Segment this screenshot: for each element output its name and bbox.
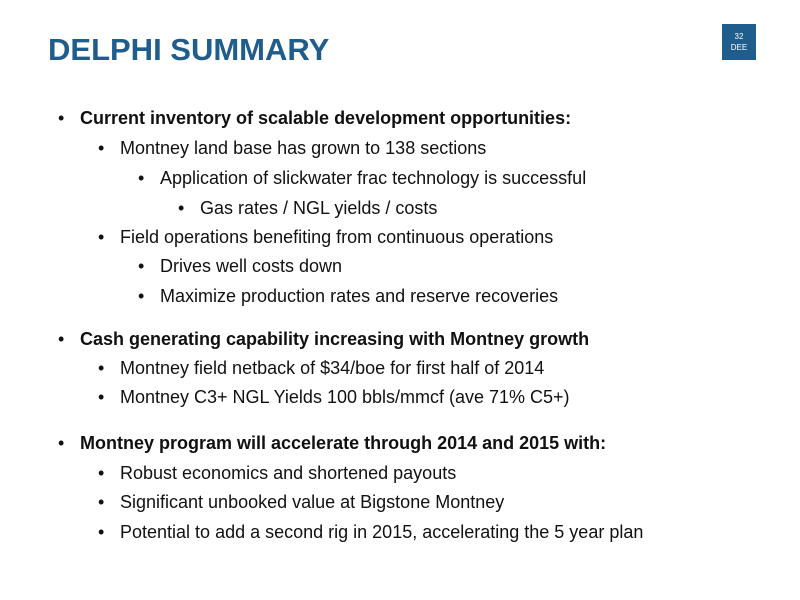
bullet-icon: • <box>58 329 65 349</box>
bullet-icon: • <box>98 522 105 542</box>
list-item-text: Montney field netback of $34/boe for first half of 2014 <box>120 358 545 378</box>
section-heading-text: Cash generating capability increasing with Montney growth <box>80 329 590 349</box>
list-item-text: Field operations benefiting from continuous operations <box>120 227 554 247</box>
list-item <box>98 462 456 484</box>
bullet-icon: • <box>138 168 145 188</box>
section-heading <box>58 432 606 454</box>
list-item <box>98 226 553 248</box>
list-item-text: Montney land base has grown to 138 sections <box>120 138 487 158</box>
bullet-icon: • <box>98 492 105 512</box>
bullet-icon: • <box>138 286 145 306</box>
list-item <box>98 137 486 159</box>
bullet-icon: • <box>178 198 185 218</box>
bullet-icon: • <box>98 387 105 407</box>
list-item <box>138 255 342 277</box>
slide-title: DELPHI SUMMARY <box>48 32 330 67</box>
bullet-icon: • <box>98 463 105 483</box>
page-number: 32 <box>734 32 744 41</box>
page-code: DEE <box>730 43 748 52</box>
list-item <box>98 357 544 379</box>
bullet-icon: • <box>98 138 105 158</box>
list-item-text: Application of slickwater frac technology is successful <box>160 168 587 188</box>
bullet-icon: • <box>98 358 105 378</box>
list-item <box>138 285 558 307</box>
section-heading <box>58 107 571 129</box>
bullet-icon: • <box>58 433 65 453</box>
section-heading-text: Current inventory of scalable development opportunities: <box>80 108 572 128</box>
list-item-text: Maximize production rates and reserve recoveries <box>160 286 559 306</box>
list-item <box>98 386 570 408</box>
section-heading-text: Montney program will accelerate through 2014 and 2015 with: <box>80 433 607 453</box>
list-item <box>98 521 643 543</box>
bullet-icon: • <box>98 227 105 247</box>
list-item-text: Montney C3+ NGL Yields 100 bbls/mmcf (ave 71% C5+) <box>120 387 570 407</box>
list-item-text: Robust economics and shortened payouts <box>120 463 457 483</box>
bullet-icon: • <box>138 256 145 276</box>
bullet-icon: • <box>58 108 65 128</box>
list-item-text: Gas rates / NGL yields / costs <box>200 198 438 218</box>
list-item-text: Potential to add a second rig in 2015, accelerating the 5 year plan <box>120 522 644 542</box>
list-item <box>98 491 504 513</box>
list-item-text: Significant unbooked value at Bigstone Montney <box>120 492 505 512</box>
list-item <box>178 197 437 219</box>
section-heading <box>58 328 589 350</box>
list-item <box>138 167 586 189</box>
list-item-text: Drives well costs down <box>160 256 343 276</box>
